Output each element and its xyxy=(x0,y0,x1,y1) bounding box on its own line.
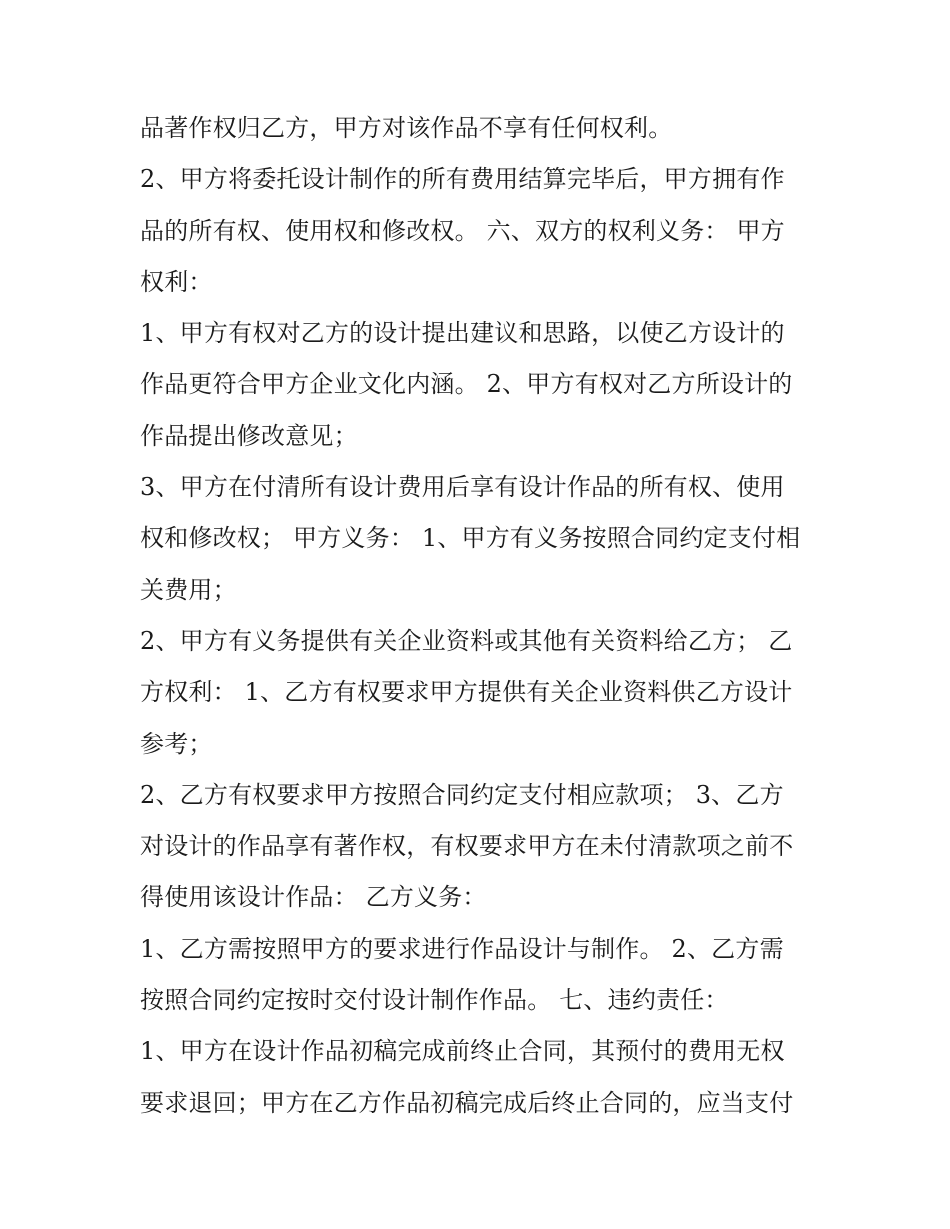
text-line: 2、甲方有义务提供有关企业资料或其他有关资料给乙方； 乙 xyxy=(140,626,793,655)
text-line: 方权利： 1、乙方有权要求甲方提供有关企业资料供乙方设计 xyxy=(140,678,793,707)
text-line: 关费用； xyxy=(140,575,237,604)
text-line: 得使用该设计作品： 乙方义务： xyxy=(140,883,487,912)
text-line: 权利： xyxy=(140,267,213,296)
text-line: 作品更符合甲方企业文化内涵。 2、甲方有权对乙方所设计的 xyxy=(140,370,793,399)
text-line: 权和修改权； 甲方义务： 1、甲方有义务按照合同约定支付相 xyxy=(140,524,801,553)
text-line: 1、甲方在设计作品初稿完成前终止合同，其预付的费用无权 xyxy=(140,1037,785,1066)
text-line: 对设计的作品享有著作权，有权要求甲方在未付清款项之前不 xyxy=(140,832,794,861)
text-line: 2、甲方将委托设计制作的所有费用结算完毕后，甲方拥有作 xyxy=(140,165,785,194)
text-line: 2、乙方有权要求甲方按照合同约定支付相应款项； 3、乙方 xyxy=(140,780,784,809)
text-line: 1、乙方需按照甲方的要求进行作品设计与制作。 2、乙方需 xyxy=(140,934,784,963)
document-body xyxy=(140,103,820,1129)
text-line: 3、甲方在付清所有设计费用后享有设计作品的所有权、使用 xyxy=(140,473,785,502)
text-line: 要求退回；甲方在乙方作品初稿完成后终止合同的，应当支付 xyxy=(140,1088,794,1117)
text-line: 1、甲方有权对乙方的设计提出建议和思路，以使乙方设计的 xyxy=(140,319,785,348)
text-line: 按照合同约定按时交付设计制作作品。 七、违约责任： xyxy=(140,986,729,1015)
text-line: 品的所有权、使用权和修改权。 六、双方的权利义务： 甲方 xyxy=(140,216,785,245)
text-line: 作品提出修改意见； xyxy=(140,421,358,450)
text-line: 参考； xyxy=(140,729,213,758)
text-line: 品著作权归乙方，甲方对该作品不享有任何权利。 xyxy=(140,114,673,142)
